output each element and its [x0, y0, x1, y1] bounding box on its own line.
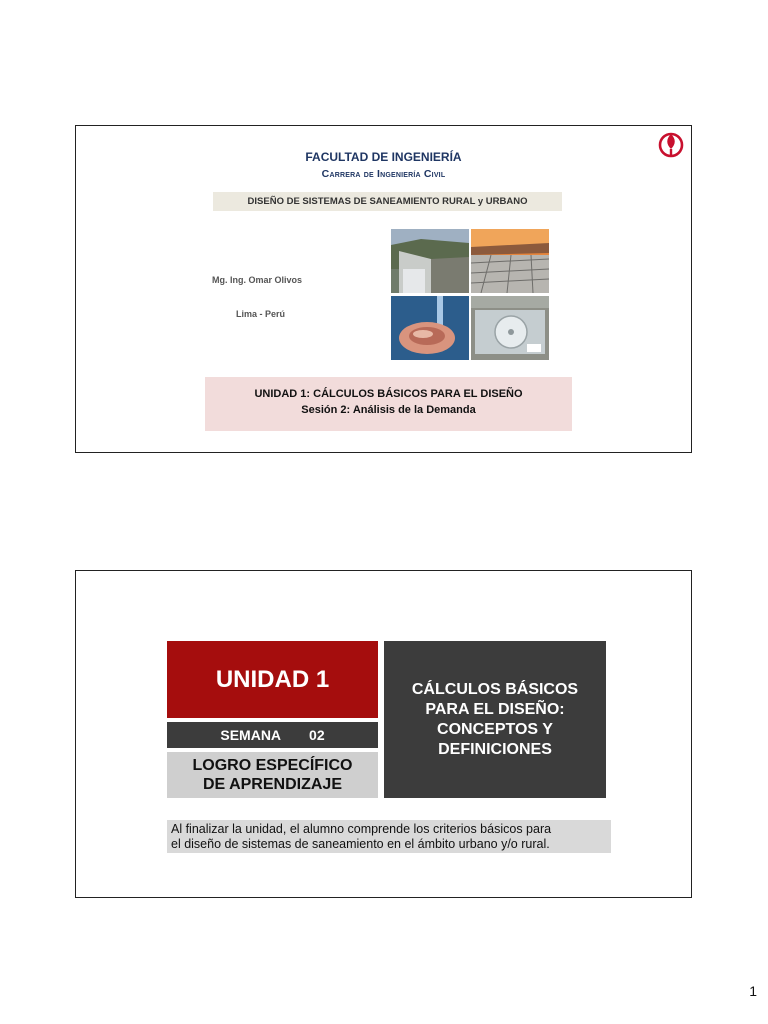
week-label: SEMANA: [220, 727, 282, 743]
hands-water-photo: [391, 296, 469, 360]
objective-text: [167, 820, 611, 853]
topic-line: CONCEPTOS Y: [437, 721, 553, 738]
topic-line: PARA EL DISEÑO:: [425, 701, 565, 718]
unit-session-box: [205, 377, 572, 431]
treatment-plant-photo: [471, 229, 549, 293]
title-slide: [75, 125, 692, 453]
unit-slide: [75, 570, 692, 898]
location: Lima - Perú: [236, 309, 286, 319]
unit-label: UNIDAD 1: [215, 665, 330, 693]
author-name: Mg. Ing. Omar Olivos: [212, 275, 303, 285]
goal-line-2: DE APRENDIZAJE: [203, 776, 342, 793]
objective-line-2: el diseño de sistemas de saneamiento en el ámbito urbano y/o rural.: [171, 837, 550, 851]
objective-line-1: Al finalizar la unidad, el alumno comprende los criterios básicos para: [171, 822, 552, 836]
faculty-title: FACULTAD DE INGENIERÍA: [305, 150, 462, 164]
course-title: DISEÑO DE SISTEMAS DE SANEAMIENTO RURAL y URBANO: [213, 192, 562, 211]
topic-line: CÁLCULOS BÁSICOS: [411, 681, 579, 698]
topic-line: DEFINICIONES: [438, 741, 552, 758]
unit-title: UNIDAD 1: CÁLCULOS BÁSICOS PARA EL DISEÑO: [254, 388, 523, 400]
page-number: 1: [749, 983, 757, 999]
career-title: Carrera de Ingeniería Civil: [321, 168, 446, 180]
goal-line-1: LOGRO ESPECÍFICO: [192, 757, 353, 774]
week-bar: [167, 722, 378, 748]
topic-box: [384, 641, 606, 798]
dam-photo: [391, 229, 469, 293]
learning-goal-box: [167, 752, 378, 798]
settling-pond-photo: [471, 296, 549, 360]
photo-collage: [391, 229, 550, 361]
unit-box: [167, 641, 378, 718]
week-number: 02: [309, 727, 325, 743]
session-title: Sesión 2: Análisis de la Demanda: [301, 404, 476, 416]
